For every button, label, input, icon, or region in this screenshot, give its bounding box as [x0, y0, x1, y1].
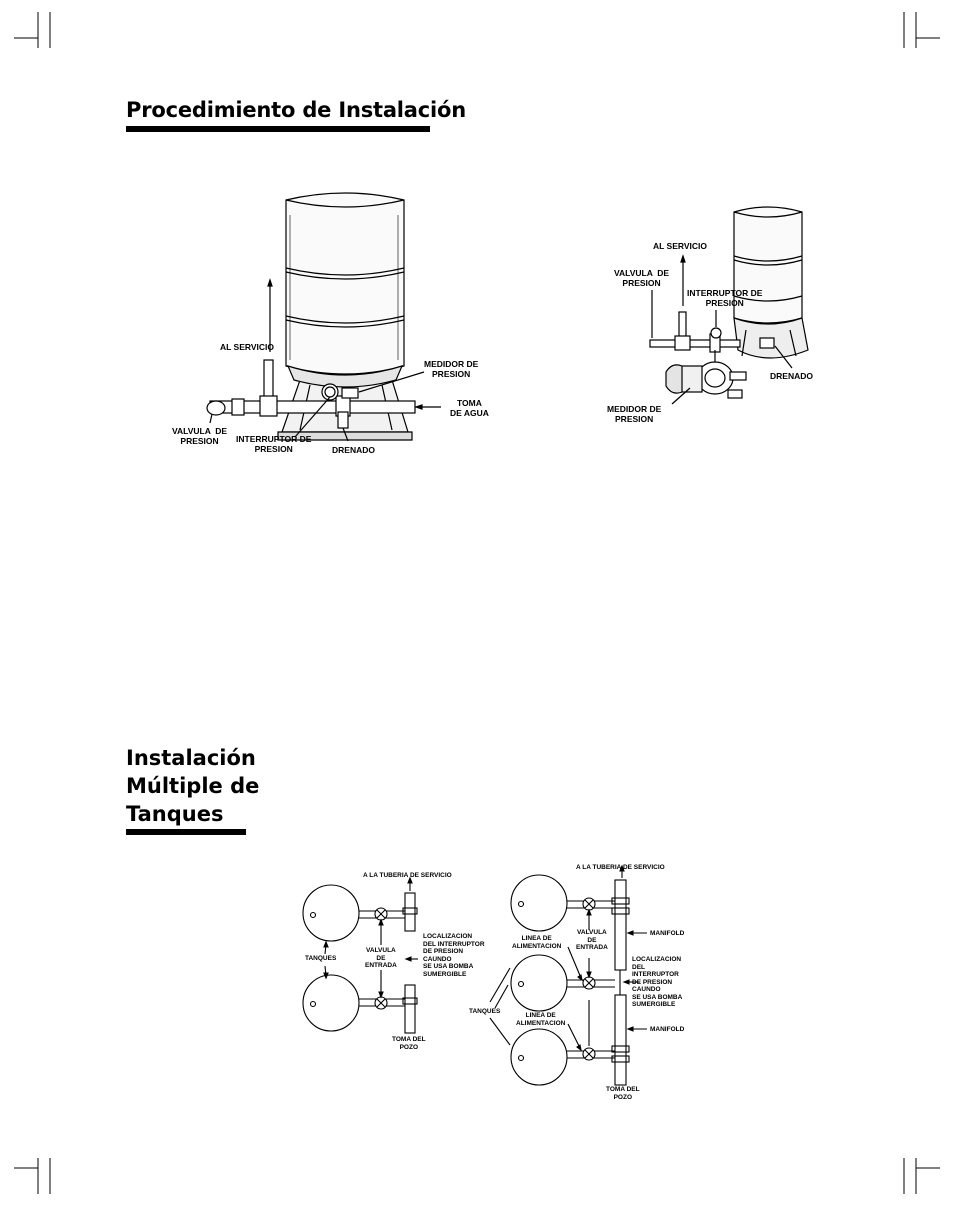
label-toma-left: TOMA DE AGUA — [450, 398, 489, 418]
label-drenado-right: DRENADO — [770, 371, 813, 381]
label-medidor-right: MEDIDOR DE PRESION — [607, 404, 662, 424]
title-line: Tanques — [126, 802, 224, 826]
label-drenado-left: DRENADO — [332, 445, 375, 455]
section-title-installation: Procedimiento de Instalación — [126, 98, 466, 122]
label-tuberia-right: A LA TUBERIA DE SERVICIO — [576, 864, 665, 871]
label-linea-2: LINEA DE ALIMENTACION — [516, 1012, 566, 1027]
label-interruptor-right: INTERRUPTOR DE PRESION — [687, 288, 763, 308]
title-line: Múltiple de — [126, 774, 260, 798]
label-toma-left-diagram: TOMA DEL POZO — [392, 1036, 426, 1051]
label-toma-right-diagram: TOMA DEL POZO — [606, 1086, 640, 1101]
label-valvula-left-diagram: VALVULA DE ENTRADA — [365, 947, 397, 969]
label-localizacion-left: LOCALIZACION DEL INTERRUPTOR DE PRESION CAUNDO SE USA BOMBA SUMERGIBLE — [423, 933, 485, 978]
label-medidor-left: MEDIDOR DE PRESION — [424, 359, 479, 379]
label-linea-1: LINEA DE ALIMENTACION — [512, 935, 562, 950]
label-manifold-1: MANIFOLD — [650, 930, 685, 937]
label-valvula-right-diagram: VALVULA DE ENTRADA — [576, 929, 608, 951]
label-al-servicio-right: AL SERVICIO — [653, 241, 708, 251]
label-al-servicio-left: AL SERVICIO — [220, 342, 275, 352]
label-manifold-2: MANIFOLD — [650, 1026, 685, 1033]
label-tuberia-left: A LA TUBERIA DE SERVICIO — [363, 872, 452, 879]
label-tanques-left: TANQUES — [305, 955, 337, 962]
label-tanques-right: TANQUES — [469, 1008, 501, 1015]
title-line: Instalación — [126, 746, 256, 770]
label-valvula-left: VALVULA DE PRESION — [172, 426, 228, 446]
label-interruptor-left: INTERRUPTOR DE PRESION — [236, 434, 312, 454]
label-valvula-right: VALVULA DE PRESION — [614, 268, 670, 288]
label-localizacion-right: LOCALIZACION DEL INTERRUPTOR DE PRESION CAUNDO SE USA BOMBA SUMERGIBLE — [632, 956, 683, 1008]
